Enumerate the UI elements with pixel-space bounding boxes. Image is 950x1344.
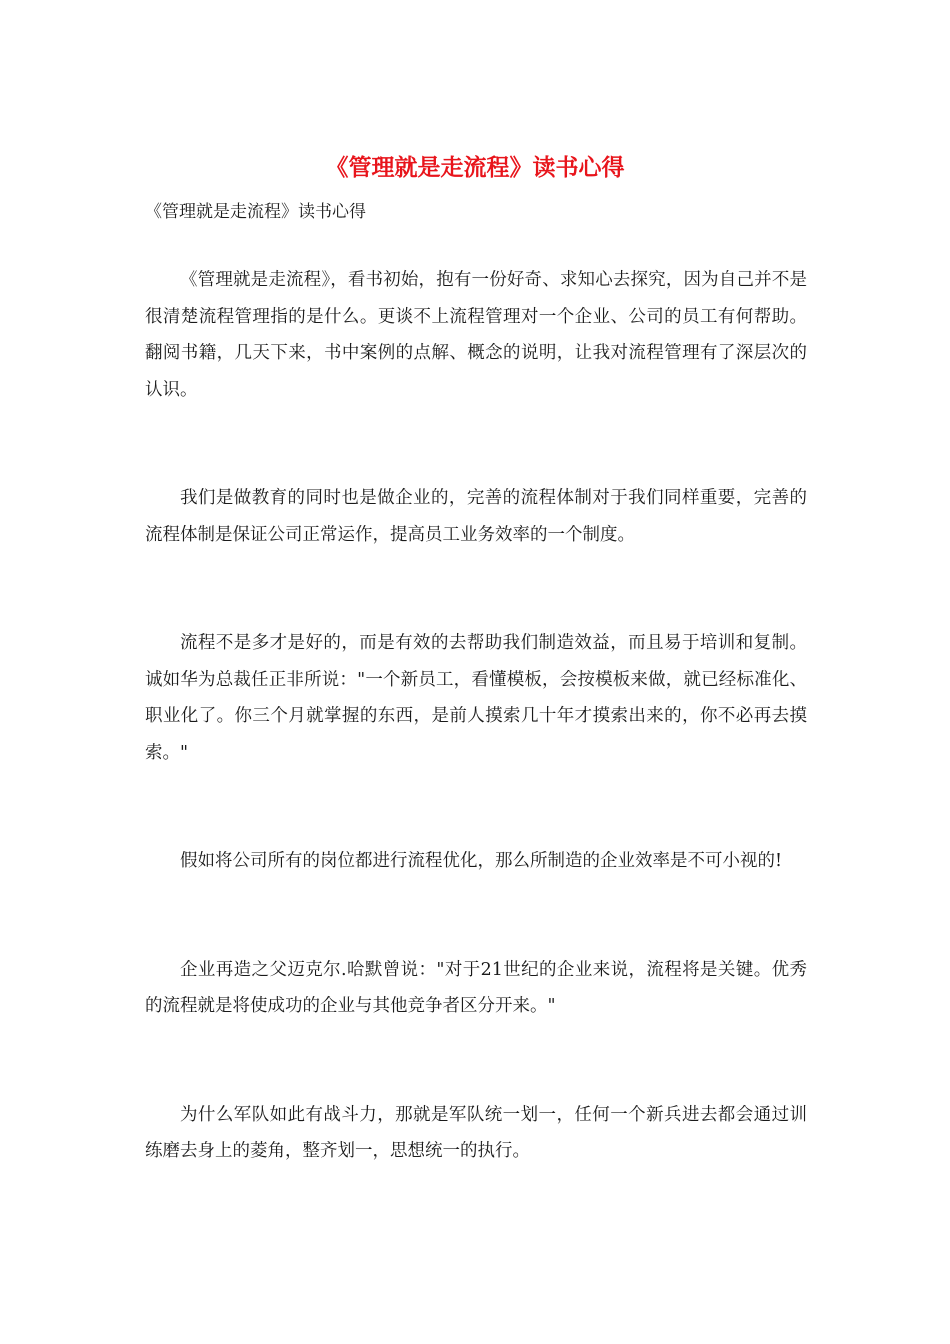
page-title: 《管理就是走流程》读书心得 bbox=[325, 154, 625, 181]
paragraph-5: 企业再造之父迈克尔.哈默曾说："对于21世纪的企业来说，流程将是关键。优秀的流程就是将使成功的企业与其他竞争者区分开来。" bbox=[145, 959, 807, 1016]
paragraph-2: 我们是做教育的同时也是做企业的，完善的流程体制对于我们同样重要，完善的流程体制是保证公司正常运作，提高员工业务效率的一个制度。 bbox=[145, 488, 807, 545]
paragraph-4: 假如将公司所有的岗位都进行流程优化，那么所制造的企业效率是不可小视的! bbox=[180, 851, 783, 871]
paragraph-6: 为什么军队如此有战斗力，那就是军队统一划一，任何一个新兵进去都会通过训练磨去身上的菱角，整齐划一，思想统一的执行。 bbox=[145, 1104, 807, 1161]
paragraph-1: 《管理就是走流程》，看书初始，抱有一份好奇、求知心去探究，因为自己并不是很清楚流程管理指的是什么。更谈不上流程管理对一个企业、公司的员工有何帮助。翻阅书籍，几天下来，书中案例的点解、概念的说明，让我对流程管理有了深层次的认识。 bbox=[145, 270, 807, 400]
paragraph-3: 流程不是多才是好的，而是有效的去帮助我们制造效益，而且易于培训和复制。诚如华为总裁任正非所说："一个新员工，看懂模板，会按模板来做，就已经标准化、职业化了。你三个月就掌握的东西，是前人摸索几十年才摸索出来的，你不必再去摸索。" bbox=[145, 633, 807, 763]
document-subtitle: 《管理就是走流程》读书心得 bbox=[145, 202, 366, 222]
document-body bbox=[145, 262, 807, 1170]
